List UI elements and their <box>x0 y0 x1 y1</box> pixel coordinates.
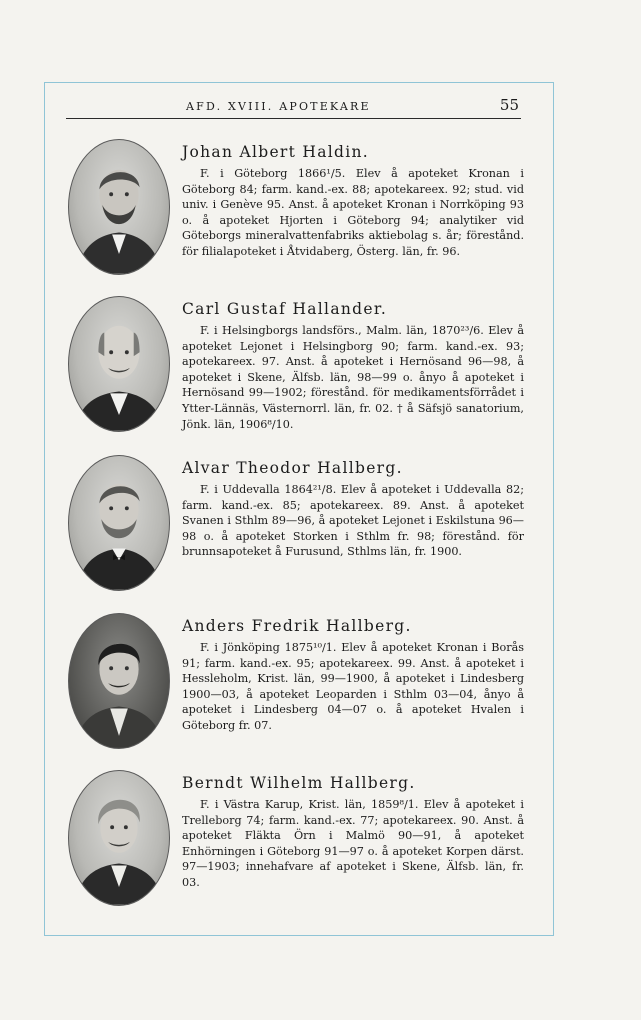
entry-text <box>182 300 524 432</box>
person-biography: F. i Göteborg 1866¹/5. Elev å apoteket Kronan i Göteborg 84; farm. kand.-ex. 88; apotekareex. 92; stud. vid univ. i Genève 95. Anst. å apoteket Kronan i Norrköping 93 o. å apoteket Hjorten i Göteborg 94; analytiker vid Göteborgs mineralvattenfabriks aktiebolag s. år; förestånd. för filialapoteket i Åtvidaberg, Österg. län, fr. 96. <box>182 167 524 258</box>
person-biography: F. i Jönköping 1875¹⁰/1. Elev å apoteket Kronan i Borås 91; farm. kand.-ex. 95; apotekareex. 99. Anst. å apoteket i Hessleholm, Krist. län, 99—1900, å apoteket i Lindesberg 1900—03, å apoteket Leoparden i Sthlm 03—04, ånyo å apoteket i Lindesberg 04—07 o. å apoteket Hvalen i Göteborg fr. 07. <box>182 641 524 732</box>
person-biography: F. i Uddevalla 1864²¹/8. Elev å apoteket i Uddevalla 82; farm. kand.-ex. 85; apotekareex. 89. Anst. å apoteket Svanen i Sthlm 89—96, å apoteket Lejonet i Eskilstuna 96—98 o. å apoteket Storken i Sthlm fr. 98; förestånd. för brunnsapoteket å Furusund, Sthlms län, fr. 1900. <box>182 483 524 559</box>
person-biography: F. i Helsingborgs landsförs., Malm. län, 1870²³/6. Elev å apoteket Lejonet i Helsingborg 90; farm. kand.-ex. 93; apotekareex. 97. Anst. å apoteket i Hernösand 96—98, å apoteket i Skene, Älfsb. län, 98—99 o. ånyo å apoteket i Hernösand 99—1902; förestånd. för medikamentsförrådet i Ytter-Lännäs, Västernorrl. län, fr. 02. † å Säfsjö sanatorium, Jönk. län, 1906⁸/10. <box>182 324 524 431</box>
entry-text <box>182 143 524 260</box>
portrait-bald-man-icon <box>69 297 169 431</box>
biography-entry <box>66 455 536 595</box>
person-name: Johan Albert Haldin. <box>182 143 369 161</box>
running-head: AFD. XVIII. APOTEKARE <box>186 100 371 113</box>
person-name: Alvar Theodor Hallberg. <box>182 459 403 477</box>
biography-entry <box>66 296 536 436</box>
biography-entry <box>66 770 536 910</box>
page-header <box>66 96 521 119</box>
portrait-photo <box>68 770 170 906</box>
portrait-bearded-man-icon <box>69 140 169 274</box>
biography-entry <box>66 139 536 279</box>
portrait-photo <box>68 296 170 432</box>
person-name: Anders Fredrik Hallberg. <box>182 617 412 635</box>
person-name: Carl Gustaf Hallander. <box>182 300 388 318</box>
entry-text <box>182 617 524 734</box>
entry-text <box>182 459 524 560</box>
portrait-photo <box>68 613 170 749</box>
entry-text <box>182 774 524 891</box>
page-number: 55 <box>499 96 519 114</box>
biography-entry <box>66 613 536 753</box>
portrait-photo <box>68 455 170 591</box>
portrait-photo <box>68 139 170 275</box>
person-biography: F. i Västra Karup, Krist. län, 1859⁸/1. Elev å apoteket i Trelleborg 74; farm. kand.-ex. 77; apotekareex. 90. Anst. å apoteket Fläkta Örn i Malmö 90—91, å apoteket Enhörningen i Göteborg 91—97 o. å apoteket Korpen därst. 97—1903; innehafvare af apoteket i Skene, Älfsb. län, fr. 03. <box>182 798 524 889</box>
portrait-bearded-man-icon <box>69 456 169 590</box>
person-name: Berndt Wilhelm Hallberg. <box>182 774 416 792</box>
portrait-mustached-man-icon <box>69 771 169 905</box>
portrait-mustached-man-icon <box>69 614 169 748</box>
